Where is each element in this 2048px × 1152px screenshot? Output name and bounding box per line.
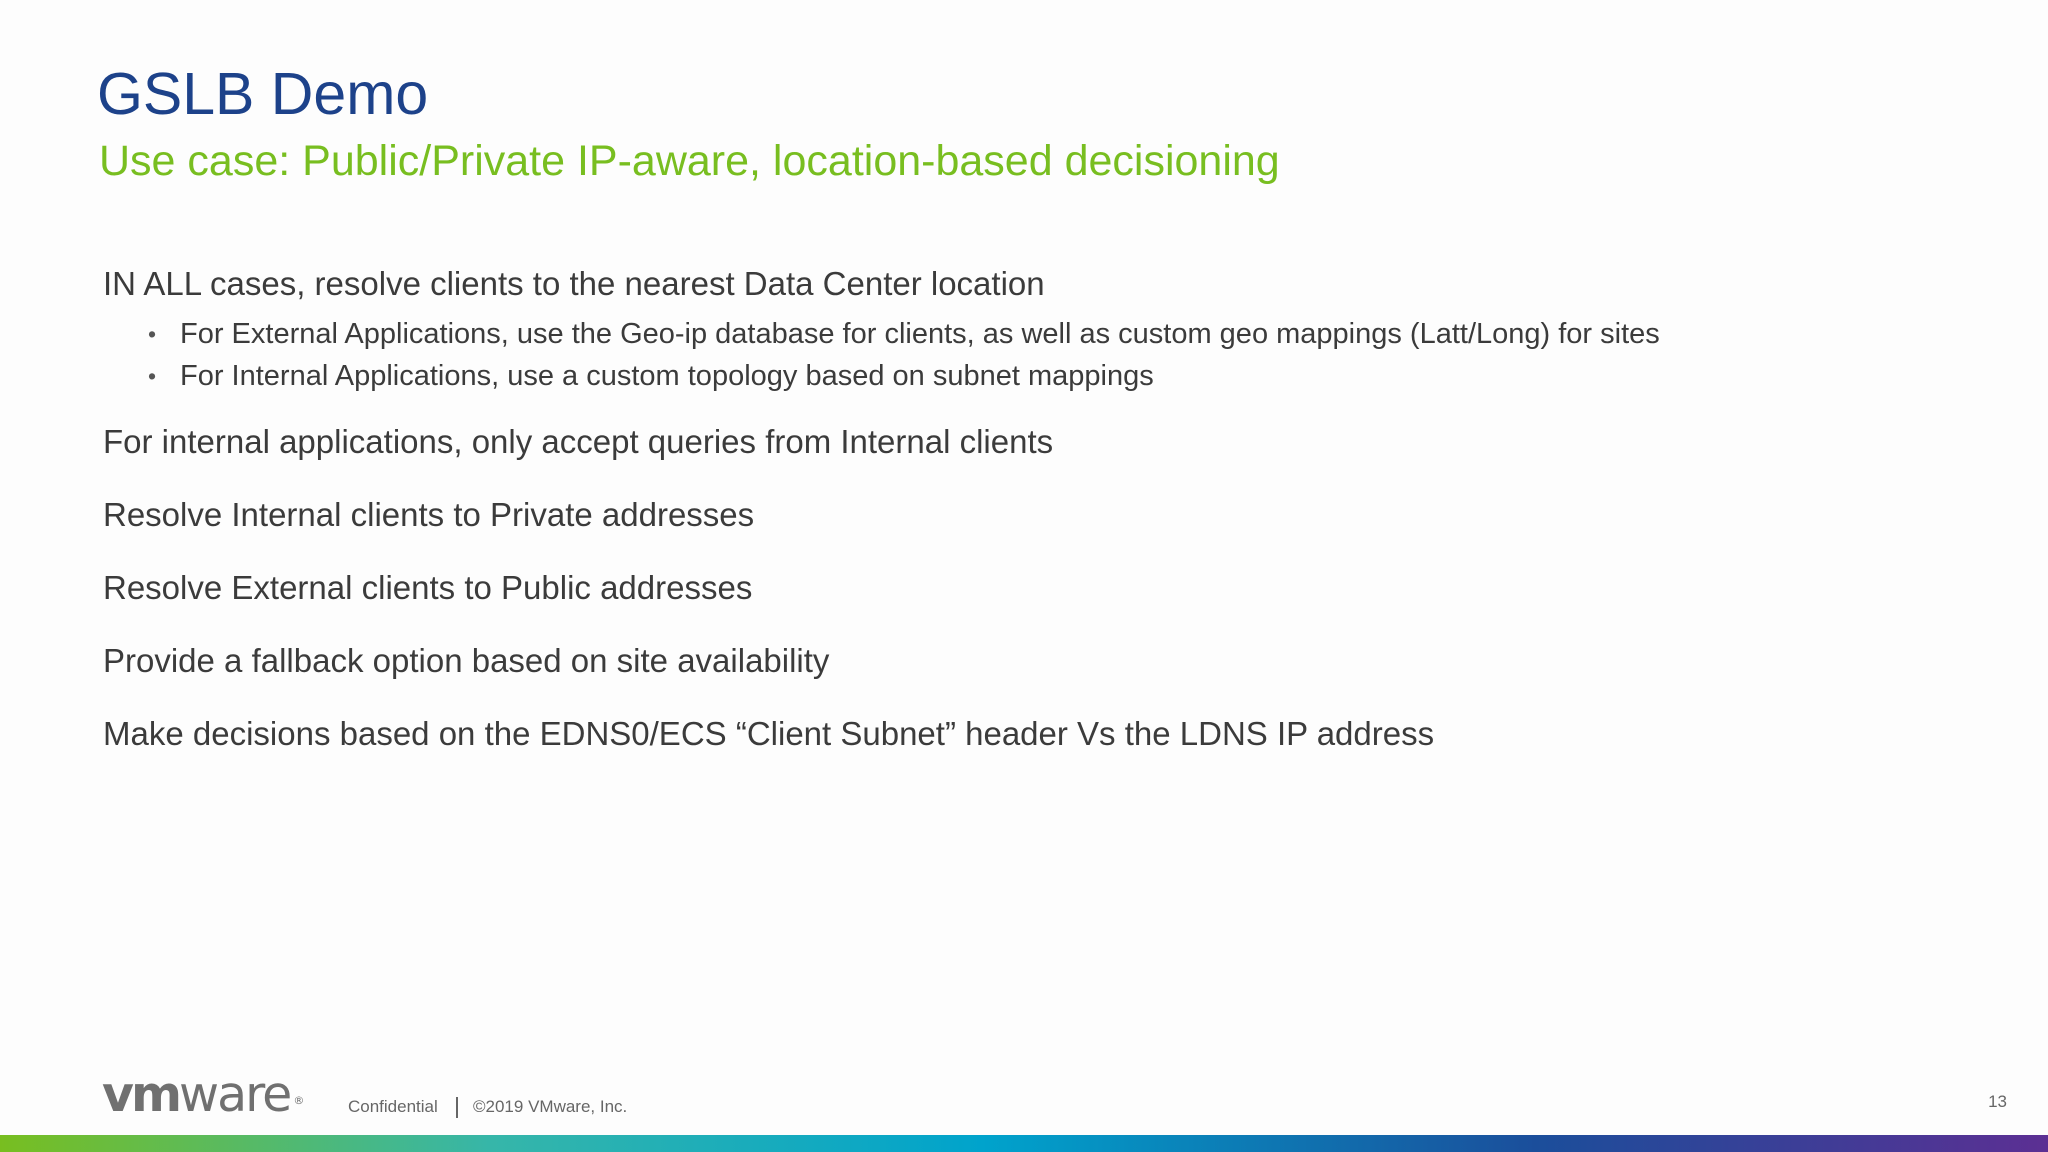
main-point — [103, 495, 754, 535]
brand-gradient-bar — [0, 1135, 2048, 1152]
main-point — [103, 714, 1434, 754]
vmware-logo — [102, 1066, 305, 1123]
sub-point-text: For External Applications, use the Geo-ip database for clients, as well as custom geo mappings (Latt/Long) for sites — [180, 318, 1660, 350]
footer-divider — [456, 1097, 458, 1118]
slide-title: GSLB Demo — [97, 61, 429, 127]
sub-point-text: For Internal Applications, use a custom topology based on subnet mappings — [180, 360, 1154, 392]
sub-point — [148, 313, 1660, 355]
copyright-text: ©2019 VMware, Inc. — [473, 1097, 628, 1116]
main-point — [103, 568, 752, 608]
main-point — [103, 264, 1045, 304]
main-point-text: Make decisions based on the EDNS0/ECS “Client Subnet” header Vs the LDNS IP address — [103, 715, 1435, 752]
main-point — [103, 422, 1053, 462]
bullet-icon: • — [148, 363, 157, 389]
confidential-label: Confidential — [348, 1097, 438, 1116]
registered-mark: ® — [293, 1094, 305, 1107]
page-number: 13 — [1988, 1092, 2007, 1111]
main-point-text: Resolve External clients to Public addresses — [103, 569, 753, 606]
main-point — [103, 641, 829, 681]
sub-point-list — [148, 313, 1660, 397]
main-point-text: IN ALL cases, resolve clients to the nearest Data Center location — [103, 265, 1045, 302]
slide-subtitle: Use case: Public/Private IP-aware, location-based decisioning — [99, 137, 1280, 185]
logo-ware-text: ware — [179, 1066, 291, 1123]
main-point-text: Resolve Internal clients to Private addresses — [103, 496, 755, 533]
bullet-icon: • — [148, 321, 157, 347]
sub-point — [148, 355, 1660, 397]
logo-vm-text: vm — [102, 1066, 179, 1123]
main-point-text: For internal applications, only accept queries from Internal clients — [103, 423, 1054, 460]
main-point-text: Provide a fallback option based on site availability — [103, 642, 830, 679]
